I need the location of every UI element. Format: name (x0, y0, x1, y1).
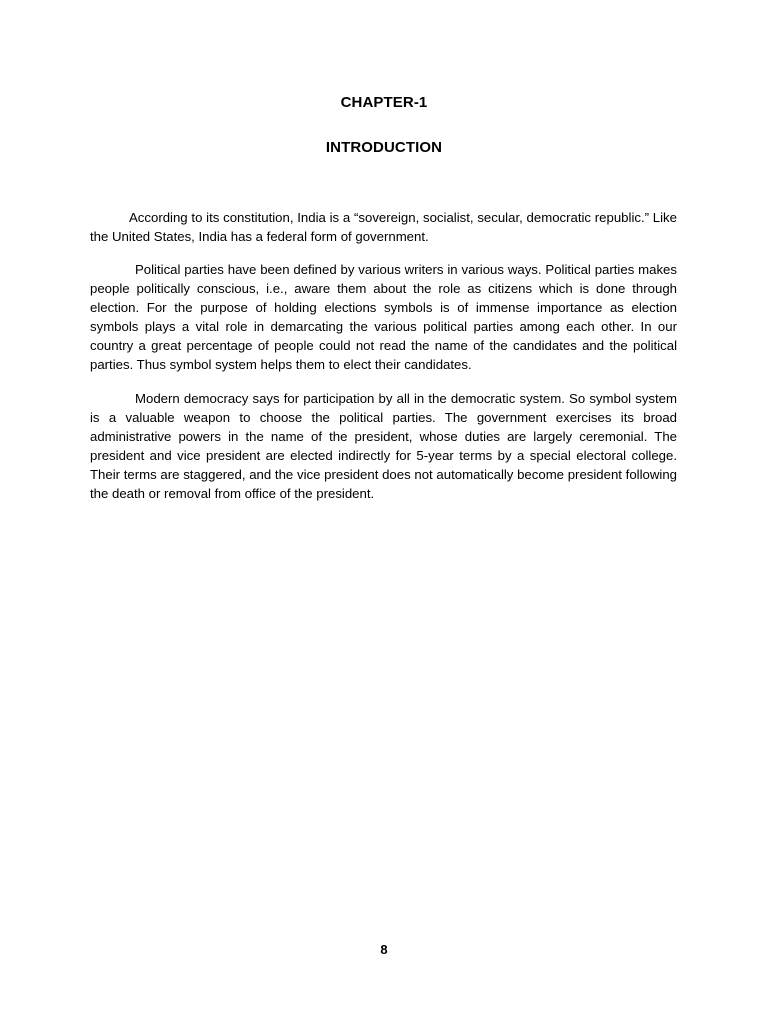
paragraph-2: Political parties have been defined by various writers in various ways. Political parties makes people politically conscious, i.e., aware them about the role as citizens which is done through election. For the purpose of holding elections symbols is of immense importance as election symbols plays a vital role in demarcating the various political parties among each other. In our country a great percentage of people could not read the name of the candidates and the political parties. Thus symbol system helps them to elect their candidates. (90, 262, 677, 373)
chapter-title: INTRODUCTION (325, 139, 443, 156)
paragraph-3: Modern democracy says for participation by all in the democratic system. So symbol system is a valuable weapon to choose the political parties. The government exercises its broad administrative powers in the name of the president, whose duties are largely ceremonial. The president and vice president are elected indirectly for 5-year terms by a special electoral college. Their terms are staggered, and the vice president does not automatically become president following the death or removal from office of the president. (90, 391, 677, 502)
paragraph-1: According to its constitution, India is a “sovereign, socialist, secular, democratic republic.” Like the United States, India has a federal form of government. (90, 210, 677, 245)
page-number: 8 (380, 942, 388, 957)
chapter-label: CHAPTER-1 (340, 94, 428, 111)
